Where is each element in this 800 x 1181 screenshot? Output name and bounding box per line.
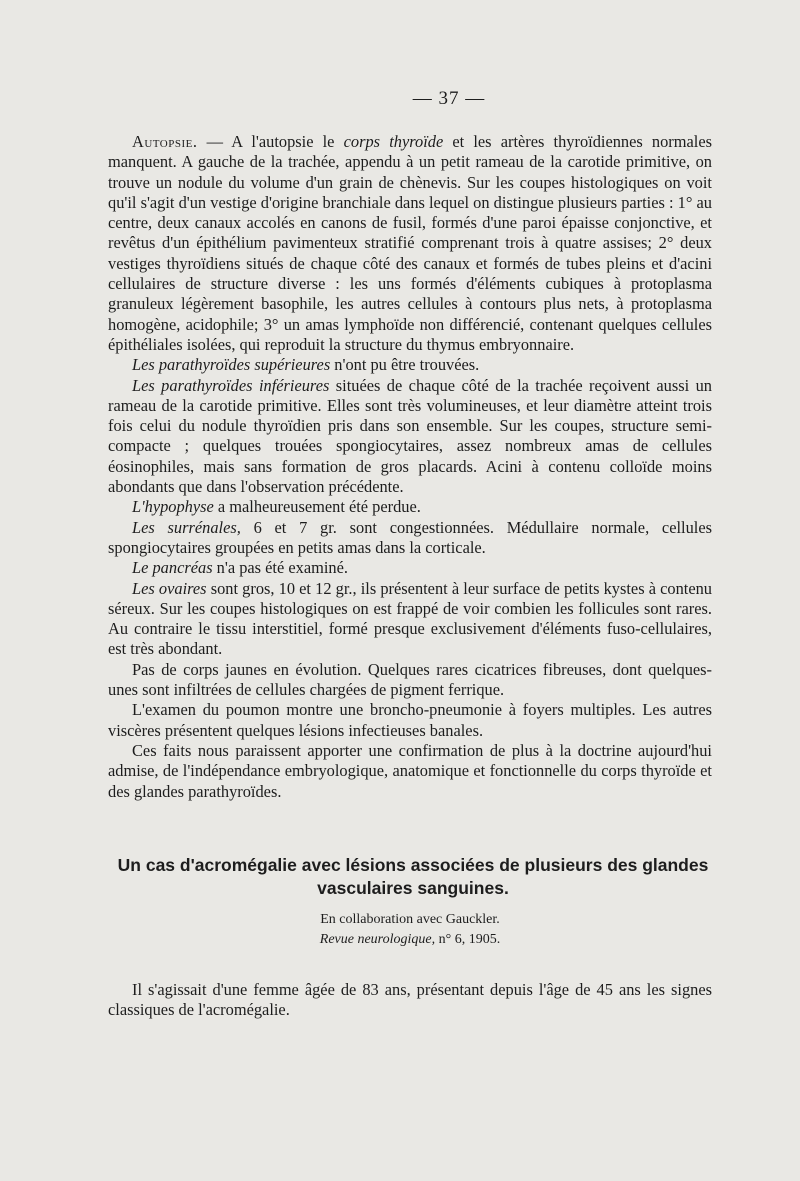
inf-italic: Les parathyroïdes inférieures — [132, 375, 330, 395]
ova-italic: Les ovaires — [132, 578, 207, 598]
journal-reference — [108, 930, 712, 950]
paragraph-hypophyse — [108, 497, 712, 517]
paragraph-closing: Il s'agissait d'une femme âgée de 83 ans, présentant depuis l'âge de 45 ans les signes classiques de l'acromégalie. — [108, 979, 712, 1020]
sup-italic: Les parathyroïdes supérieures — [132, 355, 331, 375]
hypo-italic: L'hypophyse — [132, 497, 214, 517]
page-number: — 37 — — [412, 88, 486, 109]
paragraph-pancreas — [108, 558, 712, 578]
panc-text: n'a pas été examiné. — [212, 558, 348, 578]
paragraph-parathyroides-superieures — [108, 355, 712, 375]
collaboration-line: En collaboration avec Gauckler. — [320, 911, 500, 927]
sup-text: n'ont pu être trouvées. — [330, 355, 480, 375]
autopsie-text-1: — A l'autopsie le — [197, 132, 344, 151]
article-title: Un cas d'acromégalie avec lésions associées de plusieurs des glandes vasculaires sanguines. — [117, 854, 709, 898]
paragraph-corps-jaunes: Pas de corps jaunes en évolution. Quelques rares cicatrices fibreuses, dont quelques-unes sont infiltrées de cellules chargées de pigment ferrique. — [108, 659, 712, 700]
paragraph-parathyroides-inferieures — [108, 376, 712, 498]
paragraph-conclusion: Ces faits nous paraissent apporter une confirmation de plus à la doctrine aujourd'hui admise, de l'indépendance embryologique, anatomique et fonctionnelle du corps thyroïde et des glandes parathyroïdes. — [108, 740, 712, 801]
inf-text: situées de chaque côté de la trachée reçoivent aussi un rameau de la carotide primitive. Elles sont très volumineuses, et leur diamètre atteint trois fois celui du nodule thyroïdien pris dans son ensemble. Sur les coupes, structure semi-compacte ; quelques trouées spongiocytaires, assez nombreux amas de cellules éosinophiles, mais sans formation de gros placards. Acini à contenu colloïde moins abondants que dans l'observation précédente. — [108, 375, 712, 497]
autopsie-label: Autopsie. — [132, 132, 198, 151]
paragraph-ovaires — [108, 579, 712, 660]
surr-italic: Les surrénales, — [132, 517, 241, 537]
paragraph-autopsie — [108, 132, 712, 355]
paragraph-surrenales — [108, 518, 712, 559]
hypo-text: a malheureusement été perdue. — [213, 497, 421, 517]
panc-italic: Le pancréas — [132, 558, 213, 578]
autopsie-text-2: et les artères thyroïdiennes normales manquent. A gauche de la trachée, appendu à un petit rameau de la carotide primitive, on trouve un nodule du volume d'un grain de chènevis. Sur les coupes histologiques on voit qu'il s'agit d'un vestige d'origine branchiale dans lequel on distingue plusieurs parties : 1° au centre, deux canaux accolés en canons de fusil, formés d'une paroi épaisse conjonctive, et revêtus d'un épithélium pavimenteux stratifié comprenant trois à quatre assises; 2° deux vestiges thyroïdiens situés de chaque côté des canaux et formés de tubes pleins et d'acini cellulaires de structure diverse : les uns formés d'éléments cubiques à protoplasma granuleux légèrement basophile, les autres cellules à contours plus nets, à protoplasma homogène, acidophile; 3° un amas lymphoïde non différencié, contenant quelques cellules épithéliales isolées, qui reproduit la structure du thymus embryonnaire. — [108, 132, 712, 354]
closing-section — [108, 980, 712, 1021]
body-text — [108, 132, 712, 802]
autopsie-italic: corps thyroïde — [343, 132, 444, 151]
surr-text: 6 et 7 gr. sont congestionnées. Médullaire normale, cellules spongiocytaires groupées en petits amas dans la corticale. — [108, 517, 712, 557]
journal-issue: n° 6, 1905. — [435, 931, 501, 947]
ova-text: sont gros, 10 et 12 gr., ils présentent à leur surface de petits kystes à contenu séreux. Sur les coupes histologiques on est frappé de voir combien les follicules sont rares. Au contraire le tissu interstitiel, formé presque exclusivement d'éléments fuso-cellulaires, est très abondant. — [108, 578, 713, 659]
paragraph-poumon: L'examen du poumon montre une broncho-pneumonie à foyers multiples. Les autres viscères présentent quelques lésions infectieuses banales. — [108, 700, 712, 740]
journal-name: Revue neurologique, — [319, 931, 436, 947]
